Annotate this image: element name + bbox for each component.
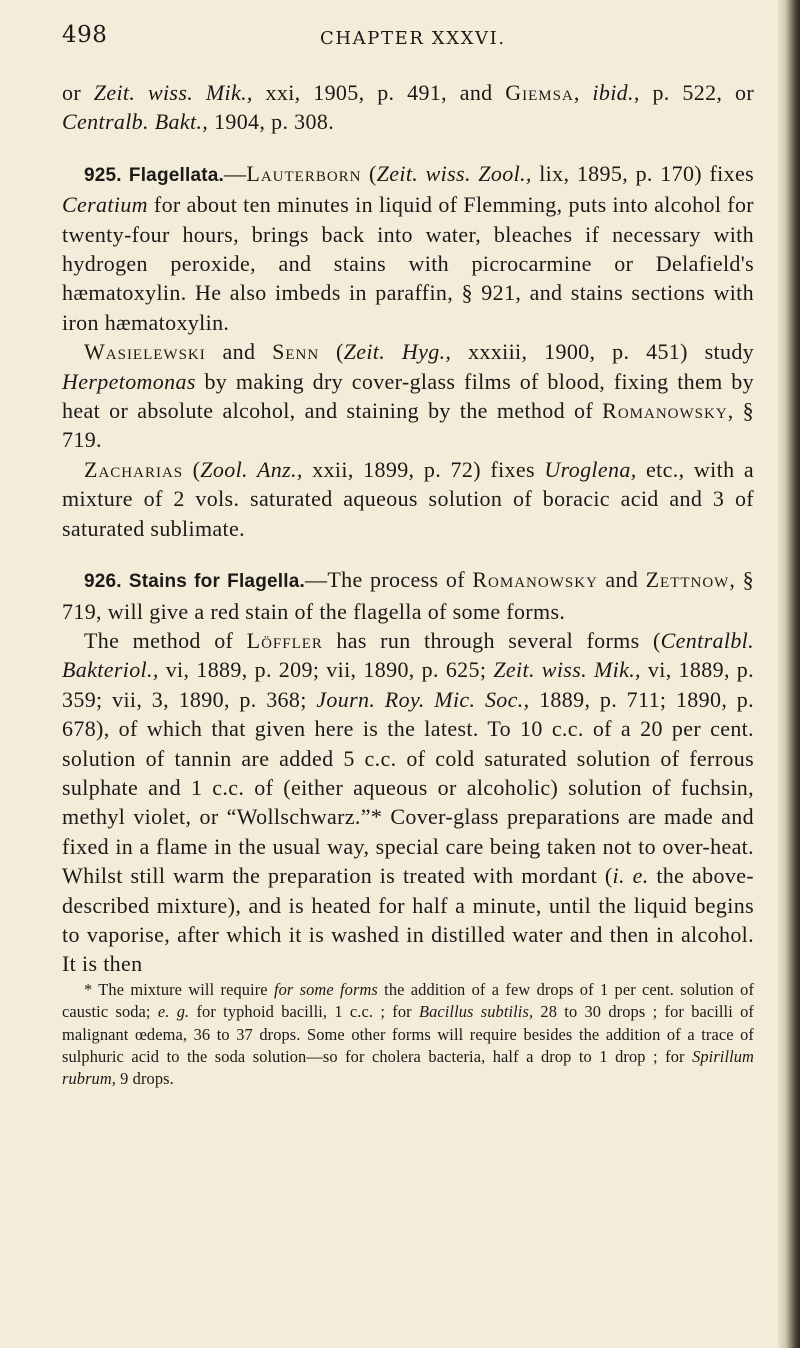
citation-italic: ibid.,: [592, 80, 640, 105]
text-run: xxxiii, 1900, p. 451) study: [451, 339, 755, 365]
text-run: lix, 1895, p. 170) fixes: [531, 160, 754, 186]
paragraph-continuation: [62, 78, 754, 137]
section-gap: [62, 543, 754, 565]
author-name: Lauterborn: [246, 160, 362, 186]
page-edge-shadow: [778, 0, 800, 1348]
citation-italic: Zeit. Hyg.,: [343, 339, 452, 365]
text-run: by making dry cover-glass films of blood, fixing them by heat or absolute alcohol, and staining by the method of: [62, 368, 754, 424]
text-run: 28 to 30 drops ; for bacilli of malignant œdema, 36 to 37 drops. Some other forms will require besides the addition of a trace of sulphuric acid to the soda solution—so for cholera bacteria, half a drop to 1 drop ; for: [62, 1002, 754, 1066]
text-run: vi, 1889, p. 359; vii, 3, 1890, p. 368;: [62, 657, 754, 712]
page-body: [62, 78, 754, 1091]
genus-italic: Uroglena,: [544, 456, 637, 482]
page-number: 498: [62, 22, 108, 48]
species-italic: Bacillus subtilis,: [418, 1002, 534, 1022]
author-name: Löffler: [246, 627, 323, 653]
text-run: (: [183, 456, 201, 482]
citation-italic: Journ. Roy. Mic. Soc.,: [316, 686, 530, 712]
text-run: 1904, p. 308.: [208, 109, 335, 135]
text-run: (: [361, 160, 377, 186]
text-run: ,: [573, 80, 593, 105]
author-name: Zacharias: [84, 456, 184, 482]
text-run: has run through several forms (: [322, 627, 661, 653]
section-heading: 926. Stains for Flagella.: [84, 571, 305, 593]
text-run: * The mixture will require: [84, 979, 274, 999]
abbreviation-italic: i. e.: [612, 863, 649, 889]
section-926-stains-for-flagella: [62, 565, 754, 626]
paragraph-loffler-method: [62, 626, 754, 979]
paragraph-zacharias: [62, 455, 754, 543]
text-run: —The process of: [304, 567, 473, 593]
citation-italic: Centralbl. Bakteriol.,: [62, 627, 754, 683]
author-name: Giemsa: [505, 80, 574, 105]
section-gap: [62, 137, 754, 159]
citation-italic: Zool. Anz.,: [200, 456, 303, 482]
citation-italic: Zeit. wiss. Zool.,: [376, 160, 532, 186]
text-run: , § 719, will give a red stain of the flagella of some forms.: [62, 567, 754, 624]
page-header: [62, 22, 754, 56]
text-run: (: [319, 339, 344, 365]
text-run: for about ten minutes in liquid of Flemming, puts into alcohol for twenty-four hours, brings back into water, bleaches if necessary with hydrogen peroxide, and stains with picrocarmine or Delafield's hæmatoxylin. He also imbeds in paraffin, § 921, and stains sections with iron hæmatoxylin.: [62, 192, 754, 335]
text-run: and: [205, 339, 273, 365]
text-run: 1889, p. 711; 1890, p. 678), of which that given here is the latest. To 10 c.c. of a 20 per cent. solution of tannin are added 5 c.c. of cold saturated solution of ferrous sulphate and 1 c.c. of (either aqueous or alcoholic) solution of fuchsin, methyl violet, or “Wollschwarz.”* Cover-glass preparations are made and fixed in a flame in the usual way, special care being taken not to over-heat. Whilst still warm the preparation is treated with mordant (: [62, 686, 754, 889]
author-name: Zettnow: [645, 567, 730, 593]
citation-italic: Centralb. Bakt.,: [62, 109, 209, 135]
emphasis-italic: for some forms: [273, 979, 378, 999]
species-italic: Spirillum rubrum,: [62, 1047, 754, 1089]
citation-italic: Zeit. wiss. Mik.,: [493, 657, 641, 683]
author-name: Romanowsky: [602, 398, 728, 424]
text-run: p. 522, or: [639, 80, 755, 105]
text-run: etc., with a mixture of 2 vols. saturated aqueous solution of boracic acid and 3 of saturated sublimate.: [62, 456, 755, 541]
text-run: xxii, 1899, p. 72) fixes: [302, 456, 545, 482]
genus-italic: Ceratium: [62, 192, 148, 218]
footnote: [62, 979, 754, 1091]
author-name: Wasielewski: [84, 339, 206, 365]
citation-italic: Zeit. wiss. Mik.,: [93, 80, 253, 105]
text-run: xxi, 1905, p. 491, and: [252, 80, 506, 105]
author-name: Romanowsky: [472, 567, 598, 593]
text-run: for typhoid bacilli, 1 c.c. ; for: [189, 1002, 419, 1022]
text-run: , § 719.: [62, 398, 754, 453]
genus-italic: Herpetomonas: [62, 368, 196, 394]
section-heading: 925. Flagellata.: [84, 164, 225, 186]
text-run: and: [597, 567, 646, 593]
paragraph-wasielewski: [62, 337, 754, 455]
text-run: or: [62, 80, 94, 105]
abbreviation-italic: e. g.: [157, 1002, 190, 1022]
text-run: the above-described mixture), and is heated for half a minute, until the liquid begins to vaporise, after which it is washed in distilled water and then in alcohol. It is then: [62, 863, 754, 977]
text-run: vi, 1889, p. 209; vii, 1890, p. 625;: [158, 657, 494, 683]
text-run: —: [224, 160, 247, 186]
section-925-flagellata: [62, 159, 754, 337]
text-run: The method of: [84, 627, 247, 653]
text-run: 9 drops.: [115, 1069, 174, 1089]
running-head: CHAPTER XXXVI.: [320, 28, 506, 49]
author-name: Senn: [272, 339, 320, 365]
text-run: the addition of a few drops of 1 per cent. solution of caustic soda;: [62, 979, 754, 1022]
